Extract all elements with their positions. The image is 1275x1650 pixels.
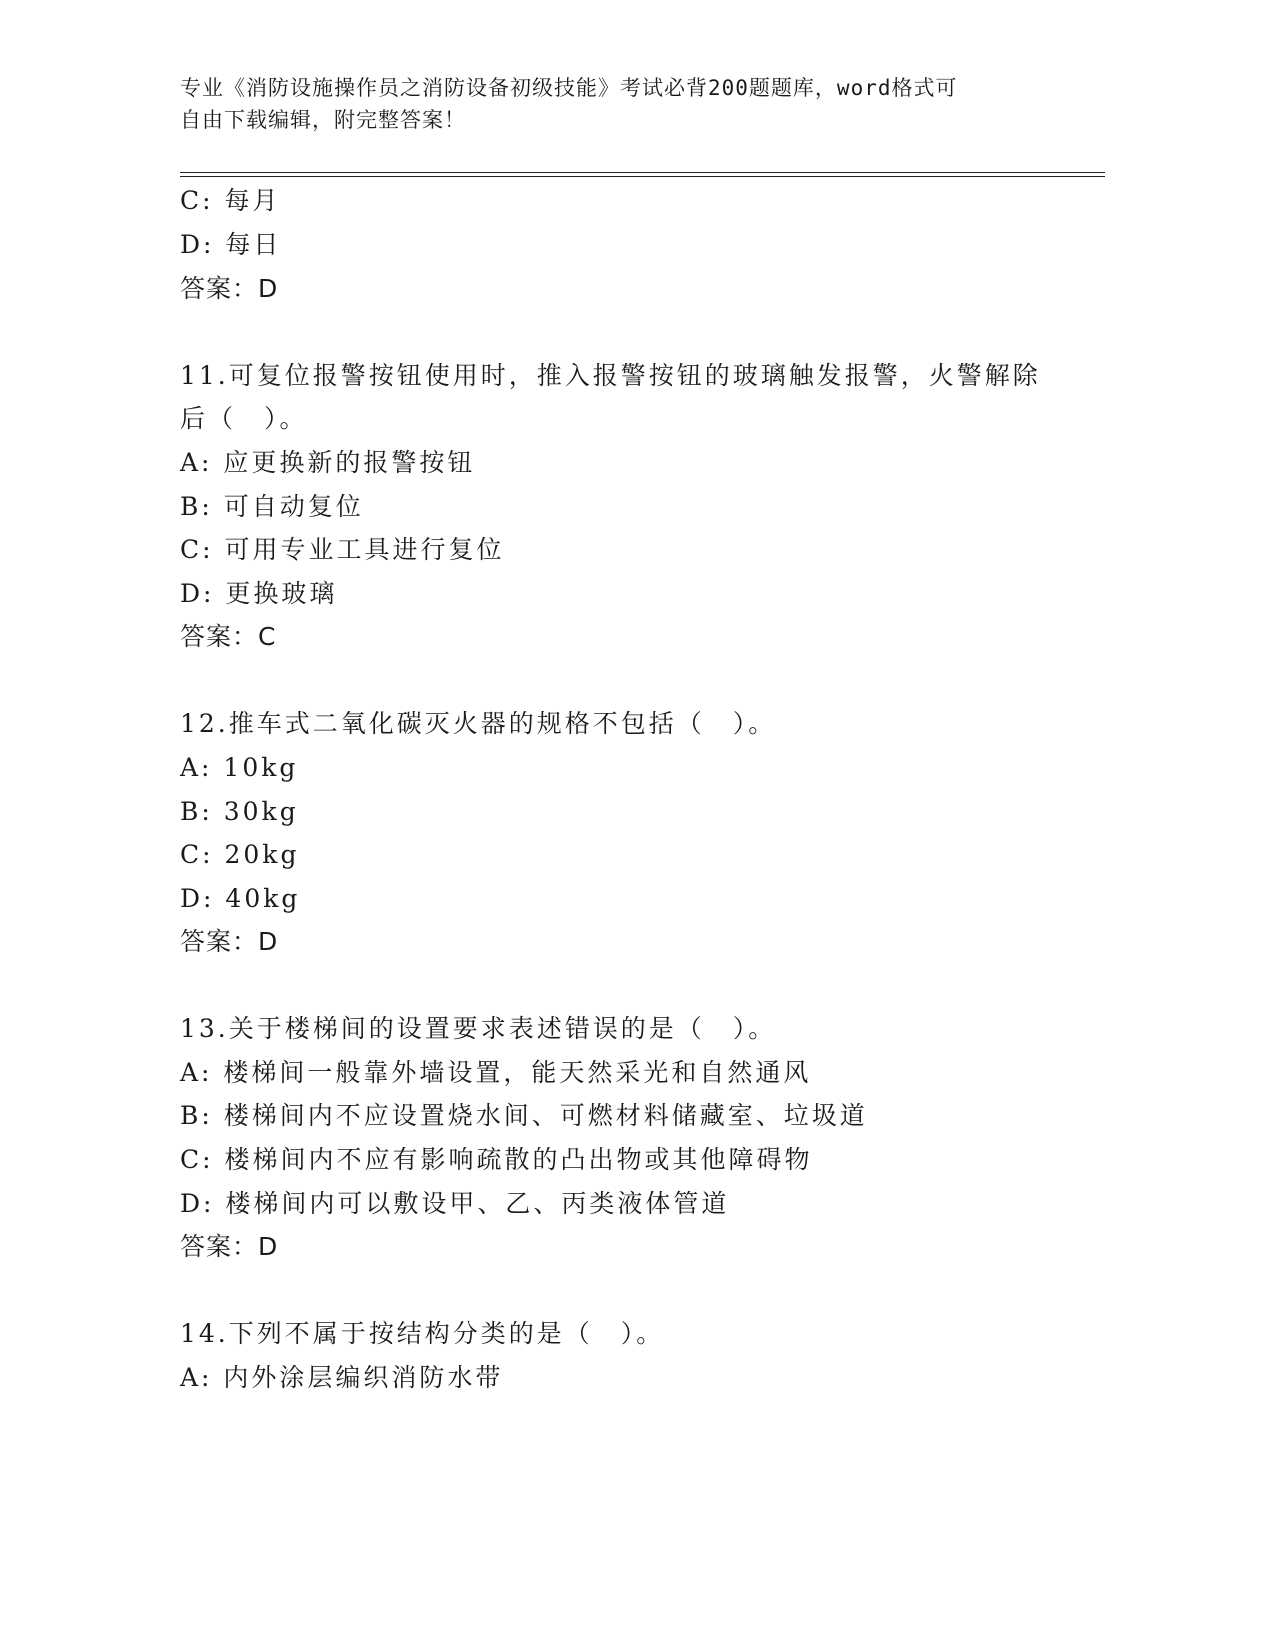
question-12-option-b: B: 30kg <box>180 797 299 826</box>
question-11-stem-line-2: 后（ ）。 <box>180 404 308 433</box>
question-12-stem: 12.推车式二氧化碳灭火器的规格不包括（ ）。 <box>180 709 777 738</box>
question-14-stem: 14.下列不属于按结构分类的是（ ）。 <box>180 1319 665 1348</box>
question-13-answer: 答案：D <box>180 1232 279 1261</box>
question-13-option-d: D: 楼梯间内可以敷设甲、乙、丙类液体管道 <box>180 1189 730 1218</box>
question-11-option-d: D: 更换玻璃 <box>180 579 338 608</box>
question-13-option-c: C: 楼梯间内不应有影响疏散的凸出物或其他障碍物 <box>180 1145 813 1174</box>
document-header <box>180 72 1080 136</box>
header-line-1: 专业《消防设施操作员之消防设备初级技能》考试必背200题题库，word格式可 <box>180 76 958 100</box>
question-12-option-c: C: 20kg <box>180 840 300 869</box>
header-divider-top <box>180 172 1105 173</box>
question-11-option-b: B: 可自动复位 <box>180 492 364 521</box>
question-13-stem: 13.关于楼梯间的设置要求表述错误的是（ ）。 <box>180 1014 777 1043</box>
option-c: C: 每月 <box>180 186 281 215</box>
question-11-option-a: A: 应更换新的报警按钮 <box>180 448 476 477</box>
question-11-answer: 答案：C <box>180 622 277 651</box>
question-11-stem-line-1: 11.可复位报警按钮使用时，推入报警按钮的玻璃触发报警，火警解除 <box>180 361 1041 390</box>
question-14-option-a: A: 内外涂层编织消防水带 <box>180 1363 504 1392</box>
option-d: D: 每日 <box>180 230 282 259</box>
header-divider-bottom <box>180 176 1105 177</box>
question-11-option-c: C: 可用专业工具进行复位 <box>180 535 505 564</box>
question-12-answer: 答案：D <box>180 927 279 956</box>
question-13-option-b: B: 楼梯间内不应设置烧水间、可燃材料储藏室、垃圾道 <box>180 1101 868 1130</box>
question-13-option-a: A: 楼梯间一般靠外墙设置，能天然采光和自然通风 <box>180 1058 812 1087</box>
question-12-option-d: D: 40kg <box>180 884 301 913</box>
question-12-option-a: A: 10kg <box>180 753 299 782</box>
header-line-2: 自由下载编辑，附完整答案！ <box>180 108 466 132</box>
answer-line: 答案：D <box>180 274 279 303</box>
